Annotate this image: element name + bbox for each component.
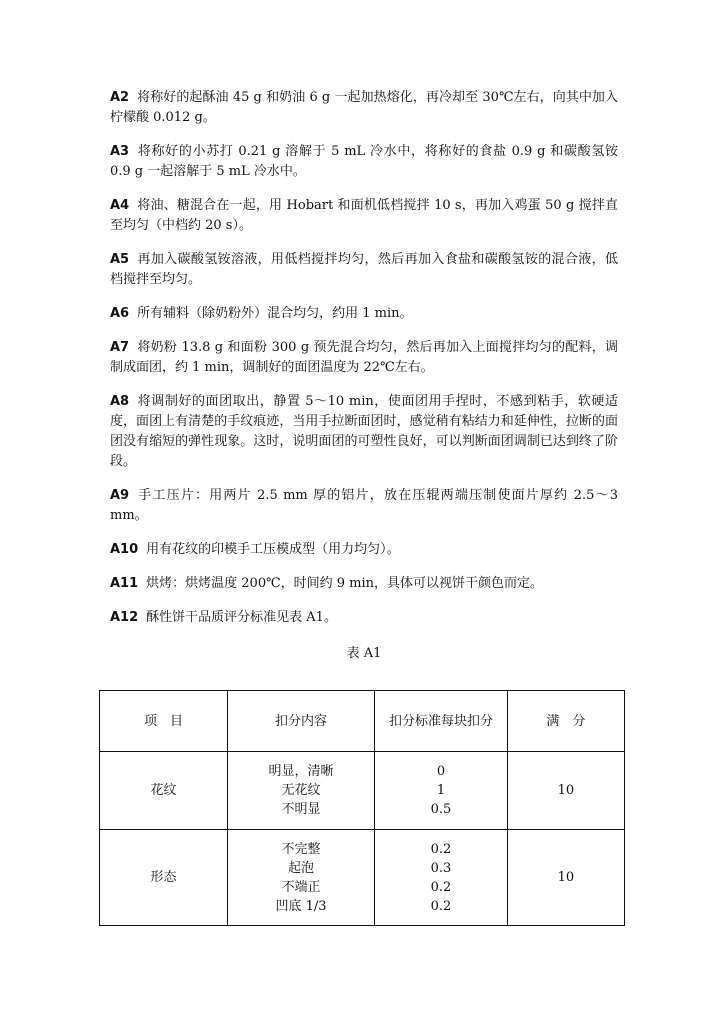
- paragraph-text: 用有花纹的印模手工压模成型（用力均匀）。: [146, 542, 400, 557]
- paragraph-text: 将奶粉 13.8 g 和面粉 300 g 预先混合均匀，然后再加入上面搅拌均匀的配料，调制成面团，约 1 min，调制好的面团温度为 22℃左右。: [110, 340, 618, 375]
- paragraph-a10: [110, 540, 618, 560]
- content-line: 不端正: [281, 879, 321, 895]
- paragraph-code: A2: [110, 90, 130, 105]
- row-contents: [227, 830, 374, 926]
- deduction-value: 0.2: [430, 879, 452, 895]
- paragraph-a6: [110, 304, 618, 324]
- paragraph-code: A12: [110, 610, 139, 625]
- header-item: 项 目: [100, 691, 228, 752]
- paragraph-text: 将调制好的面团取出，静置 5～10 min，使面团用手捏时，不感到粘手，软硬适度，面团上有清楚的手纹痕迹，当用手拉断面团时，感觉稍有粘结力和延伸性，拉断的面团没有缩短的弹性现象。这时，说明面团的可塑性良好，可以判断面团调制已达到终了阶段。: [110, 394, 618, 469]
- paragraph-code: A7: [110, 340, 130, 355]
- content-line: 凹底 1/3: [275, 898, 327, 914]
- paragraph-text: 手工压片：用两片 2.5 mm 厚的铝片，放在压辊两端压制使面片厚约 2.5～3 mm。: [110, 488, 618, 523]
- paragraph-code: A6: [110, 306, 130, 321]
- paragraph-a7: [110, 338, 618, 378]
- row-item: 花纹: [100, 752, 228, 830]
- paragraph-a4: [110, 196, 618, 236]
- paragraph-text: 将油、糖混合在一起，用 Hobart 和面机低档搅拌 10 s，再加入鸡蛋 50 g 搅拌直至均匀（中档约 20 s）。: [110, 198, 618, 233]
- paragraph-code: A10: [110, 542, 139, 557]
- row-contents: [227, 752, 374, 830]
- paragraph-code: A9: [110, 488, 130, 503]
- paragraph-a3: [110, 142, 618, 182]
- deduction-value: 0.3: [430, 860, 452, 876]
- paragraph-text: 将称好的起酥油 45 g 和奶油 6 g 一起加热熔化，再冷却至 30℃左右，向其中加入柠檬酸 0.012 g。: [110, 90, 618, 125]
- header-full-score: 满 分: [507, 691, 624, 752]
- paragraph-code: A4: [110, 198, 130, 213]
- content-line: 不明显: [281, 802, 321, 817]
- deduction-value: 0.5: [430, 802, 452, 817]
- header-deduction-standard: 扣分标准每块扣分: [375, 691, 508, 752]
- paragraph-a5: [110, 250, 618, 290]
- table-row: [100, 752, 625, 830]
- deduction-value: 0.2: [430, 898, 452, 914]
- content-line: 起泡: [288, 860, 315, 876]
- scoring-table: [99, 690, 625, 926]
- paragraph-code: A3: [110, 144, 130, 159]
- paragraph-a2: [110, 88, 618, 128]
- paragraph-text: 酥性饼干品质评分标准见表 A1。: [146, 610, 337, 625]
- paragraph-code: A8: [110, 394, 130, 409]
- row-full-score: 10: [507, 830, 624, 926]
- paragraph-text: 将称好的小苏打 0.21 g 溶解于 5 mL 冷水中，将称好的食盐 0.9 g 和碳酸氢铵 0.9 g 一起溶解于 5 mL 冷水中。: [110, 144, 618, 179]
- deduction-value: 0.2: [430, 841, 452, 857]
- row-item: 形态: [100, 830, 228, 926]
- paragraph-code: A5: [110, 252, 130, 267]
- paragraph-a9: [110, 486, 618, 526]
- paragraph-text: 烘烤：烘烤温度 200℃，时间约 9 min，具体可以视饼干颜色而定。: [146, 576, 544, 591]
- deduction-value: 0: [436, 764, 446, 779]
- document-body: [110, 88, 618, 677]
- table-row: [100, 830, 625, 926]
- paragraph-code: A11: [110, 576, 139, 591]
- row-full-score: 10: [507, 752, 624, 830]
- table-header-row: [100, 691, 625, 752]
- row-deductions: [375, 752, 508, 830]
- content-line: 无花纹: [281, 783, 321, 798]
- content-line: 不完整: [281, 841, 321, 857]
- deduction-value: 1: [436, 783, 446, 798]
- paragraph-text: 所有辅料（除奶粉外）混合均匀，约用 1 min。: [137, 306, 413, 321]
- paragraph-text: 再加入碳酸氢铵溶液，用低档搅拌均匀，然后再加入食盐和碳酸氢铵的混合液，低档搅拌至均匀。: [110, 252, 618, 287]
- row-deductions: [375, 830, 508, 926]
- paragraph-a11: [110, 574, 618, 594]
- paragraph-a8: [110, 392, 618, 472]
- table-title: 表 A1: [346, 646, 382, 661]
- paragraph-a12: [110, 608, 618, 628]
- header-deduction-content: 扣分内容: [227, 691, 374, 752]
- content-line: 明显，清晰: [268, 764, 334, 779]
